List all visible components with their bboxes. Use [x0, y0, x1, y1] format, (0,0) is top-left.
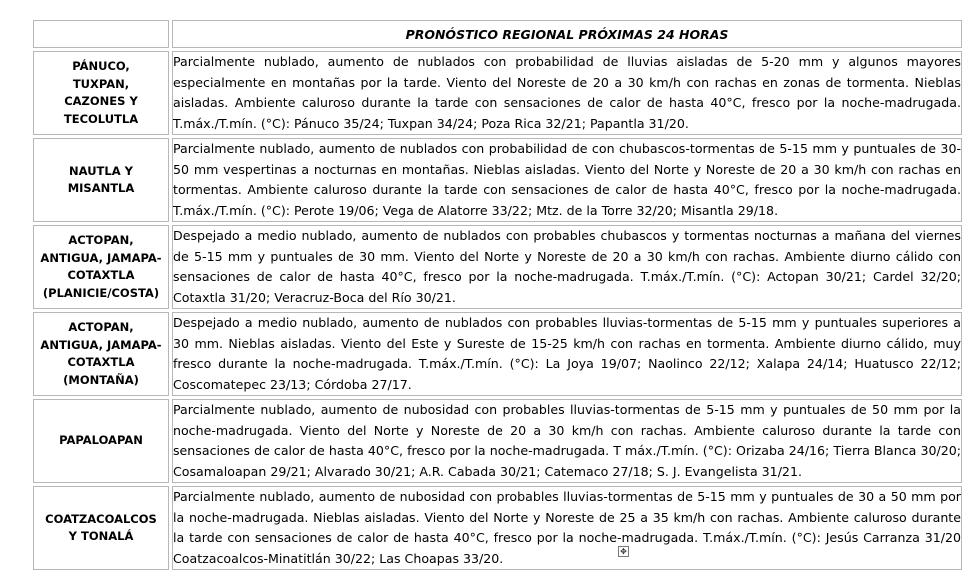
table-row	[33, 225, 962, 309]
table-row	[33, 486, 962, 570]
table-row	[33, 312, 962, 396]
forecast-text: Parcialmente nublado, aumento de nublados con probabilidad de lluvias aisladas de 5-20 mm y algunos mayores especialmente en montañas por la tarde. Viento del Noreste de 20 a 30 km/h con rachas en zonas de tormenta. Nieblas aisladas. Ambiente caluroso durante la tarde con sensaciones de calor de hasta 40°C, fresco por la noche-madrugada. T.máx./T.mín. (°C): Pánuco 35/24; Tuxpan 34/24; Poza Rica 32/21; Papantla 31/20.	[172, 51, 962, 135]
table-row	[33, 138, 962, 222]
header-corner-cell	[33, 20, 169, 48]
forecast-text: Parcialmente nublado, aumento de nubosidad con probables lluvias-tormentas de 5-15 mm y puntuales de 30 a 50 mm por la noche-madrugada. Nieblas aisladas. Viento del Norte y Noreste de 25 a 35 km/h con rachas. Ambiente caluroso durante la tarde con sensaciones de calor de hasta 40°C, fresco por la noche-madrugada. T.máx./T.mín. (°C): Jesús Carranza 31/20 Coatzacoalcos-Minatitlán 30/22; Las Choapas 33/20.	[172, 486, 962, 570]
table-header-row	[33, 20, 962, 48]
forecast-text: Parcialmente nublado, aumento de nubosidad con probables lluvias-tormentas de 5-15 mm y puntuales de 50 mm por la noche-madrugada. Viento del Norte y Noreste de 20 a 30 km/h con rachas. Ambiente caluroso durante la tarde con sensaciones de calor de hasta 40°C, fresco por la noche-madrugada. T máx./T.mín. (°C): Orizaba 24/16; Tierra Blanca 30/20; Cosamaloapan 29/21; Alvarado 30/21; A.R. Cabada 30/21; Catemaco 27/18; S. J. Evangelista 31/21.	[172, 399, 962, 483]
move-arrows-icon[interactable]: ✥	[618, 546, 629, 557]
region-name: ACTOPAN, ANTIGUA, JAMAPA- COTAXTLA (PLANICIE/COSTA)	[33, 225, 169, 309]
table-row	[33, 51, 962, 135]
region-name: NAUTLA Y MISANTLA	[33, 138, 169, 222]
region-name: ACTOPAN, ANTIGUA, JAMAPA- COTAXTLA (MONTAÑA)	[33, 312, 169, 396]
forecast-text: Despejado a medio nublado, aumento de nublados con probables lluvias-tormentas de 5-15 mm y puntuales superiores a 30 mm. Nieblas aisladas. Viento del Este y Sureste de 15-25 km/h con rachas en tormenta. Ambiente diurno cálido, muy fresco durante la noche-madrugada. T.máx./T.mín. (°C): La Joya 19/07; Naolinco 22/12; Xalapa 24/14; Huatusco 22/12; Coscomatepec 23/13; Córdoba 27/17.	[172, 312, 962, 396]
region-name: PÁNUCO, TUXPAN, CAZONES Y TECOLUTLA	[33, 51, 169, 135]
regional-forecast-table	[30, 17, 965, 573]
table-title: PRONÓSTICO REGIONAL PRÓXIMAS 24 HORAS	[172, 20, 962, 48]
region-name: COATZACOALCOS Y TONALÁ	[33, 486, 169, 570]
forecast-text: Despejado a medio nublado, aumento de nublados con probables chubascos y tormentas nocturnas a mañana del viernes de 5-15 mm y puntuales de 30 mm. Viento del Norte y Noreste de 20 a 30 km/h con rachas. Ambiente diurno cálido con sensaciones de calor de hasta 40°C, fresco por la noche-madrugada. T.máx./T.mín. (°C): Actopan 30/21; Cardel 32/20; Cotaxtla 31/20; Veracruz-Boca del Río 30/21.	[172, 225, 962, 309]
region-name: PAPALOAPAN	[33, 399, 169, 483]
forecast-text: Parcialmente nublado, aumento de nublados con probabilidad de con chubascos-tormentas de 5-15 mm y puntuales de 30-50 mm vespertinas a nocturnas en montañas. Nieblas aisladas. Viento del Norte y Noreste de 20 a 30 km/h con rachas en tormentas. Ambiente caluroso durante la tarde con sensaciones de calor de hasta 40°C, fresco por la noche-madrugada. T.máx./T.mín. (°C): Perote 19/06; Vega de Alatorre 33/22; Mtz. de la Torre 32/20; Misantla 29/18.	[172, 138, 962, 222]
table-row	[33, 399, 962, 483]
